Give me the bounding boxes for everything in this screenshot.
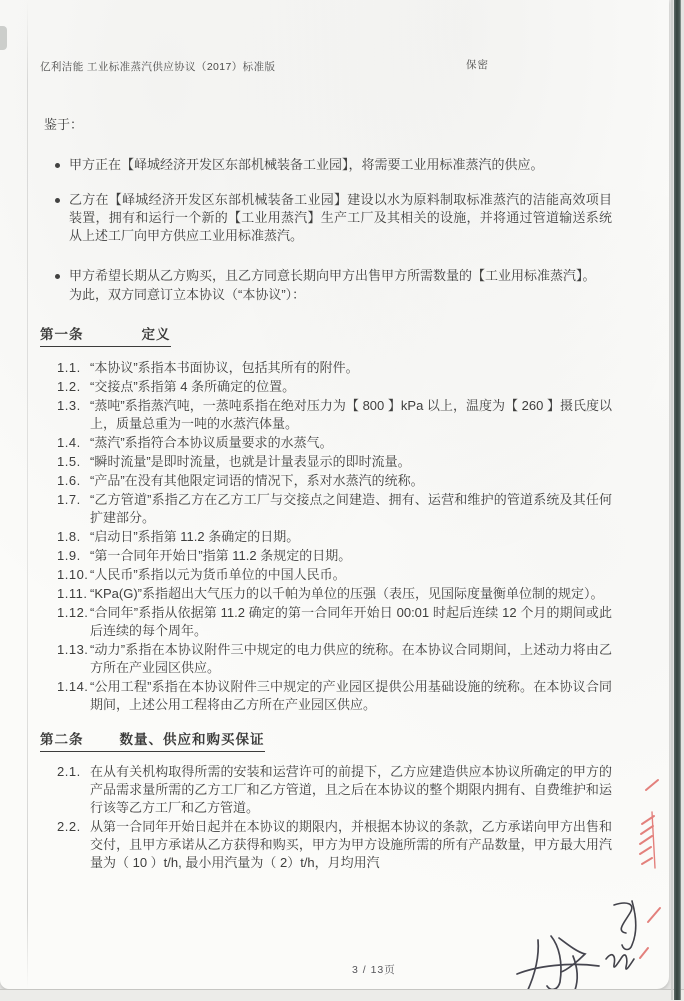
scan-edge-mark: [0, 26, 7, 50]
bullet-marker: [55, 274, 60, 279]
clause-number: 1.11.: [57, 586, 88, 601]
clause-text: “产品”在没有其他限定词语的情况下，系对水蒸汽的统称。: [90, 473, 424, 488]
clause-number: 1.4.: [57, 435, 81, 450]
clause-text: “蒸吨”系指蒸汽吨，一蒸吨系指在绝对压力为【 800 】kPa 以上，温度为【 260 】摄氏度以上，质量总重为一吨的水蒸汽体量。: [90, 398, 612, 431]
clause-row: [57, 453, 612, 471]
section-2-heading: [40, 731, 612, 752]
section-1-heading: [40, 326, 612, 347]
recital-item: [55, 267, 612, 285]
red-stamp-marks: [628, 772, 664, 977]
clause-text: “人民币”系指以元为货币单位的中国人民币。: [90, 567, 346, 582]
recital-text: 甲方希望长期从乙方购买，且乙方同意长期向甲方出售甲方所需数量的【工业用标准蒸汽】。: [69, 268, 596, 283]
clause-number: 1.10.: [57, 567, 89, 582]
clause-text: “公用工程”系指在本协议附件三中规定的产业园区提供公用基础设施的统称。在本协议合同期间，上述公用工程将由乙方所在产业园区供应。: [90, 679, 612, 712]
quantity-clauses-list: [40, 763, 612, 872]
clause-text: “KPa(G)”系指超出大气压力的以千帕为单位的压强（表压，见国际度量衡单位制的规定）。: [90, 586, 604, 601]
clause-row: [57, 763, 612, 817]
clause-row: [57, 678, 612, 714]
clause-number: 1.5.: [57, 454, 81, 469]
clause-row: [57, 491, 612, 527]
heading-gap: [84, 326, 142, 344]
clause-row: [57, 397, 612, 433]
document-title: 亿利洁能 工业标准蒸汽供应协议（2017）标准版: [40, 61, 276, 73]
heading-gap: [84, 731, 120, 749]
clause-text: “瞬时流量”是即时流量，也就是计量表显示的即时流量。: [90, 454, 411, 469]
paper-fold-line: [27, 0, 28, 989]
clause-row: [57, 472, 612, 490]
recital-item: [55, 156, 612, 174]
clause-number: 1.7.: [57, 492, 81, 507]
document-header: [40, 58, 612, 72]
clause-text: 从第一合同年开始日起并在本协议的期限内，并根据本协议的条款，乙方承诺向甲方出售和交付，且甲方承诺从乙方获得和购买，甲方为甲方设施所需的所有产品数量，甲方最大用汽量为（ 10 ）t/h, 最小用汽量为（ 2）t/h，月均用汽: [90, 819, 612, 870]
clause-text: “乙方管道”系指乙方在乙方工厂与交接点之间建造、拥有、运营和维护的管道系统及其任何扩建部分。: [90, 492, 612, 525]
clause-number: 1.8.: [57, 529, 81, 544]
page-number: 3 / 13页: [352, 964, 396, 976]
clause-number: 1.14.: [57, 679, 89, 694]
clause-text: “动力”系指在本协议附件三中规定的电力供应的统称。在本协议合同期间，上述动力将由乙方所在产业园区供应。: [90, 642, 612, 675]
page-edge-shadow: [671, 0, 673, 1000]
clause-text: “第一合同年开始日”指第 11.2 条规定的日期。: [90, 548, 352, 563]
clause-number: 1.3.: [57, 398, 81, 413]
clause-number: 1.1.: [57, 360, 81, 375]
clause-text: 在从有关机构取得所需的安装和运营许可的前提下，乙方应建造供应本协议所确定的甲方的产品需求量所需的乙方工厂和乙方管道，且之后在本协议的整个期限内拥有、自费维护和运行该等乙方工厂和乙方管道。: [90, 764, 612, 815]
definitions-list: [40, 359, 612, 714]
clause-number: 2.2.: [57, 819, 81, 834]
document-content: [40, 58, 612, 873]
clause-row: [57, 378, 612, 396]
clause-text: “合同年”系指从依据第 11.2 确定的第一合同年开始日 00:01 时起后连续 12 个月的期间或此后连续的每个周年。: [90, 605, 612, 638]
clause-row: [57, 566, 612, 584]
clause-row: [57, 818, 612, 872]
clause-text: “蒸汽”系指符合本协议质量要求的水蒸气。: [90, 435, 333, 450]
section-2-number: 第二条: [40, 732, 84, 747]
scanner-background: [0, 989, 684, 1001]
clause-number: 1.13.: [57, 642, 89, 657]
confidential-label: 保密: [466, 59, 489, 71]
therefore-clause: 为此，双方同意订立本协议（“本协议”）：: [69, 287, 306, 302]
clause-number: 1.12.: [57, 605, 89, 620]
clause-row: [57, 641, 612, 677]
clause-row: [57, 604, 612, 640]
scan-edge-strip: [674, 0, 681, 1000]
clause-row: [57, 585, 612, 603]
clause-text: “启动日”系指第 11.2 条确定的日期。: [90, 529, 300, 544]
section-2-title: 数量、供应和购买保证: [119, 732, 265, 747]
recital-text: 甲方正在【峄城经济开发区东部机械装备工业园】，将需要工业用标准蒸汽的供应。: [69, 157, 544, 172]
clause-row: [57, 434, 612, 452]
recital-text: 乙方在【峄城经济开发区东部机械装备工业园】建设以水为原料制取标准蒸汽的洁能高效项目装置，拥有和运行一个新的【工业用蒸汽】生产工厂及其相关的设施，并将通过管道输送系统从上述工厂向甲方供应工业用标准蒸汽。: [69, 192, 612, 243]
bullet-marker: [55, 163, 60, 168]
section-1-title: 定义: [141, 327, 171, 342]
clause-text: “交接点”系指第 4 条所确定的位置。: [90, 379, 296, 394]
recital-item: [55, 191, 612, 245]
clause-number: 1.9.: [57, 548, 81, 563]
clause-row: [57, 528, 612, 546]
clause-text: “本协议”系指本书面协议，包括其所有的附件。: [90, 360, 359, 375]
clause-number: 1.2.: [57, 379, 81, 394]
clause-number: 1.6.: [57, 473, 81, 488]
clause-row: [57, 547, 612, 565]
section-1-number: 第一条: [40, 327, 84, 342]
bullet-marker: [55, 198, 60, 203]
clause-number: 2.1.: [57, 764, 81, 779]
whereas-label: 鉴于：: [44, 117, 84, 132]
clause-row: [57, 359, 612, 377]
